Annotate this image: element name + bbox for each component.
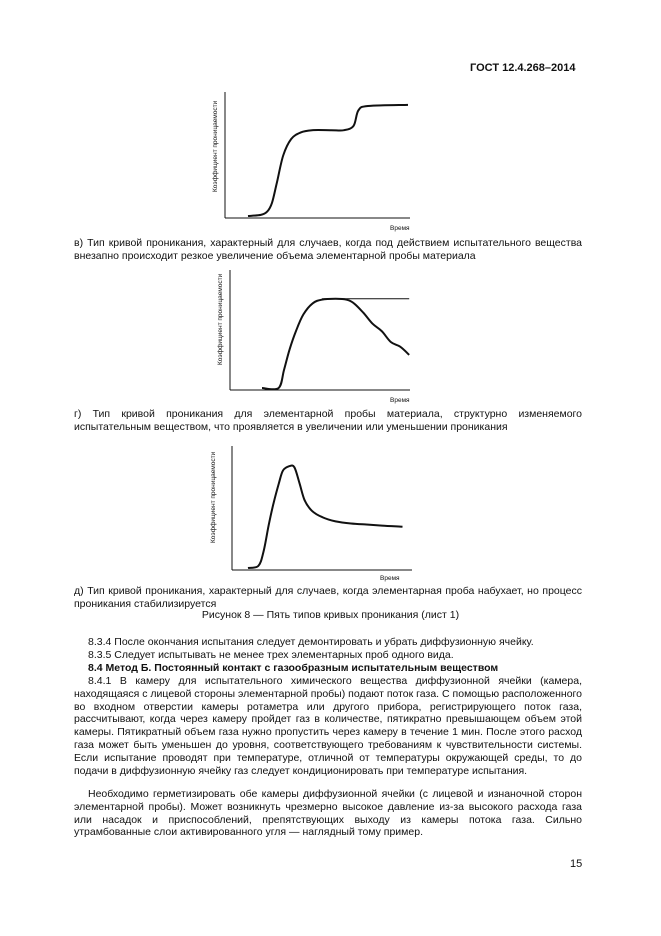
chart-1-series <box>248 105 408 216</box>
para-8-3-5: 8.3.5 Следует испытывать не менее трех элементарных проб одного вида. <box>88 649 454 661</box>
document-code: ГОСТ 12.4.268–2014 <box>470 62 576 74</box>
chart-2-ylabel: Коэффициент проницаемости <box>217 273 224 365</box>
chart-3-series <box>248 466 403 568</box>
chart-1-ylabel: Коэффициент проницаемости <box>212 100 219 192</box>
para-8-4-2: Необходимо герметизировать обе камеры диффузионной ячейки (с лицевой и изнаночной сторон элементарной пробы). Может возникнуть чрезмерно высокое давление из-за высокого расхода газа или насадок и приспособлений, препятствующих выходу из камеры потока газа. Сильно утрамбованные слои активированного угля — наглядный тому пример. <box>74 788 582 839</box>
chart-3 <box>210 446 412 582</box>
caption-d: д) Тип кривой проникания, характерный для случаев, когда элементарная проба набухает, но процесс проникания стабилизируется <box>74 585 582 610</box>
chart-1-xlabel: Время <box>390 225 410 232</box>
figure-caption: Рисунок 8 — Пять типов кривых проникания (лист 1) <box>201 609 460 621</box>
chart-1 <box>212 92 410 232</box>
para-8-3-4: 8.3.4 После окончания испытания следует демонтировать и убрать диффузионную ячейку. <box>88 636 534 648</box>
chart-2-series <box>262 299 409 390</box>
chart-3-xlabel: Время <box>380 575 400 582</box>
chart-2-xlabel: Время <box>390 397 410 404</box>
heading-8-4: 8.4 Метод Б. Постоянный контакт с газообразным испытательным веществом <box>88 662 499 674</box>
chart-2 <box>217 270 410 404</box>
chart-3-ylabel: Коэффициент проницаемости <box>210 451 217 543</box>
page-number: 15 <box>570 858 583 870</box>
caption-v: в) Тип кривой проникания, характерный для случаев, когда под действием испытательного вещества внезапно происходит резкое увеличение объема элементарной пробы материала <box>74 237 582 262</box>
caption-g: г) Тип кривой проникания для элементарной пробы материала, структурно изменяемого испытательным веществом, что проявляется в увеличении или уменьшении проникания <box>74 408 582 433</box>
para-8-4-1: 8.4.1 В камеру для испытательного химического вещества диффузионной ячейки (камера, находящаяся с лицевой стороны элементарной пробы) подают поток газа. С помощью расположенного во входном отверстии камеры ротаметра или другого прибора, регистрирующего поток газа, рассчитывают, когда через камеру пройдет газ в количестве, пятикратно превышающем объем этой камеры. Пятикратный объем газа нужно пропустить через камеру в течение 1 мин. После этого расход газа может быть уменьшен до уровня, соответствующего требованиям к чувствительности системы. Если испытание проводят при температуре, отличной от температуры окружающей среды, то до подачи в диффузионную ячейку газ следует кондиционировать при температуре испытания. <box>74 675 582 777</box>
